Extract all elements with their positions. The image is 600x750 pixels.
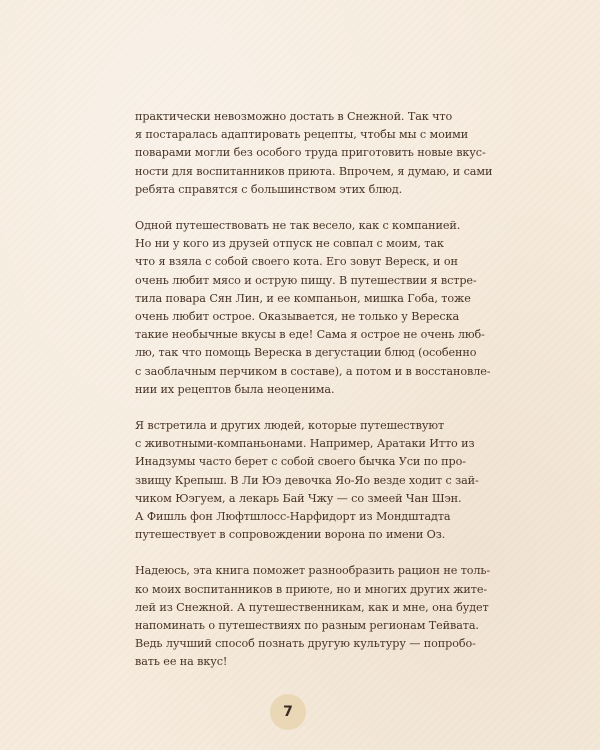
text-line: А Фишль фон Люфтшлосс-Нарфидорт из Мондштадта	[135, 510, 451, 524]
text-line: я постаралась адаптировать рецепты, чтобы мы с моими	[135, 128, 469, 142]
text-line: очень любит мясо и острую пищу. В путешествии я встре-	[135, 273, 477, 287]
paragraph-2	[135, 217, 491, 399]
text-line: практически невозможно достать в Снежной. Так что	[135, 110, 453, 123]
text-line: путешествует в сопровождении ворона по имени Оз.	[135, 528, 446, 542]
paragraph-3	[135, 417, 479, 544]
text-line: напоминать о путешествиях по разным регионам Тейвата.	[135, 619, 479, 633]
body-text	[135, 108, 493, 690]
page-number: 7	[270, 694, 306, 730]
text-line: Инадзумы часто берет с собой своего бычка Уси по про-	[135, 455, 466, 469]
text-line: Но ни у кого из друзей отпуск не совпал с моим, так	[135, 237, 444, 251]
text-line: с заоблачным перчиком в составе), а потом и в восстановле-	[135, 364, 491, 378]
text-line: звищу Крепыш. В Ли Юэ девочка Яо-Яо везде ходит с зай-	[135, 473, 479, 487]
text-line: Одной путешествовать не так весело, как с компанией.	[135, 219, 461, 233]
text-line: Надеюсь, эта книга поможет разнообразить рацион не толь-	[135, 564, 491, 578]
text-line: лей из Снежной. А путешественникам, как и мне, она будет	[135, 600, 489, 614]
text-line: вать ее на вкус!	[135, 655, 228, 669]
text-line: нии их рецептов была неоценима.	[135, 382, 335, 396]
text-line: тила повара Сян Лин, и ее компаньон, мишка Гоба, тоже	[135, 291, 471, 305]
paragraph-1	[135, 108, 493, 199]
text-line: ко моих воспитанников в приюте, но и многих других жите-	[135, 582, 488, 596]
text-line: очень любит острое. Оказывается, не только у Вереска	[135, 310, 460, 324]
paragraph-4	[135, 562, 491, 671]
text-line: лю, так что помощь Вереска в дегустации блюд (особенно	[135, 346, 477, 360]
text-line: ребята справятся с большинством этих блюд.	[135, 182, 403, 196]
text-line: Я встретила и других людей, которые путешествуют	[135, 419, 445, 433]
text-line: что я взяла с собой своего кота. Его зовут Вереск, и он	[135, 255, 458, 269]
text-line: поварами могли без особого труда приготовить новые вкус-	[135, 146, 486, 160]
text-line: ности для воспитанников приюта. Впрочем, я думаю, и сами	[135, 164, 493, 178]
text-line: Ведь лучший способ познать другую культуру — попробо-	[135, 637, 476, 651]
text-line: такие необычные вкусы в еде! Сама я острое не очень люб-	[135, 328, 485, 342]
text-line: с животными-компаньонами. Например, Аратаки Итто из	[135, 437, 475, 451]
text-line: чиком Юэгуем, а лекарь Бай Чжу — со змеей Чан Шэн.	[135, 491, 462, 505]
